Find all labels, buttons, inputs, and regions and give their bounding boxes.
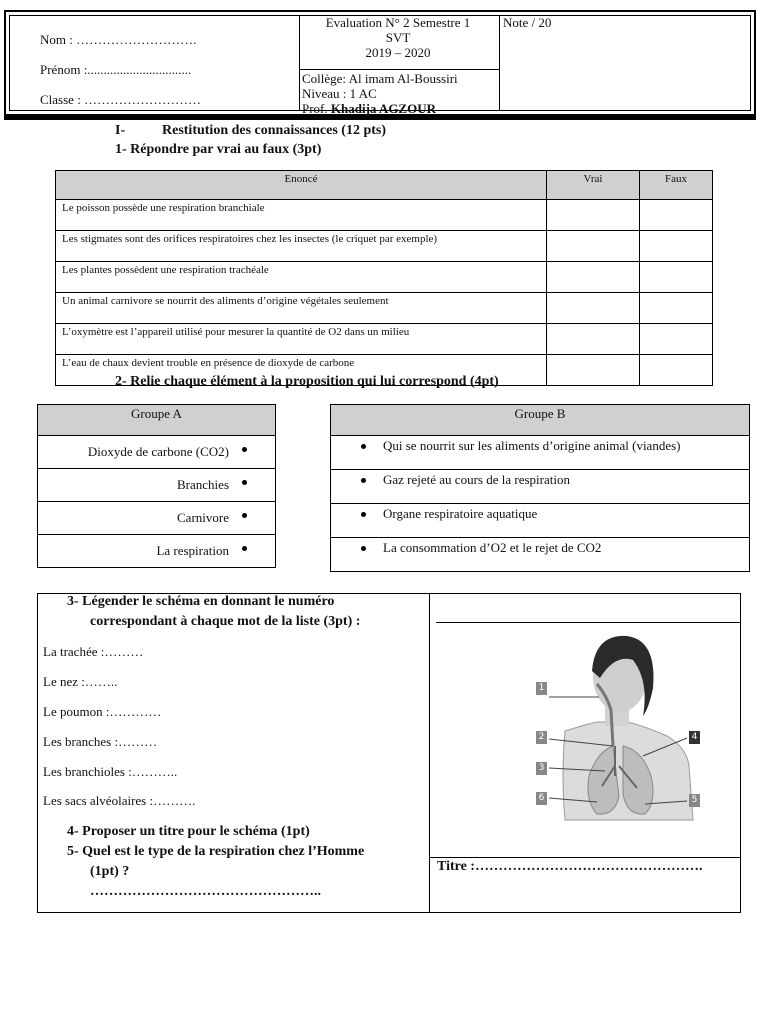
header-divider-2 (499, 16, 500, 110)
figure-label-6: 6 (536, 792, 547, 805)
classe-field: Classe : ……………………… (40, 92, 202, 107)
bullet-dot[interactable] (242, 546, 247, 551)
header-hdivider (299, 69, 499, 70)
q5-answer-line[interactable]: ………………………………………….. (90, 884, 321, 899)
table-row (56, 262, 713, 293)
legend-sacs-alveolaires: Les sacs alvéolaires :………. (43, 793, 196, 808)
table-row (56, 293, 713, 324)
legend-branches: Les branches :……… (43, 734, 158, 749)
bullet-dot[interactable] (361, 546, 366, 551)
figure-label-4: 4 (689, 731, 700, 744)
statement: L’eau de chaux devient trouble en présence de dioxyde de carbone (56, 355, 547, 386)
legend-trachee: La trachée :……… (43, 644, 144, 659)
faux-cell[interactable] (640, 262, 713, 293)
legend-poumon: Le poumon :………… (43, 704, 162, 719)
vrai-cell[interactable] (547, 231, 640, 262)
col-vrai: Vrai (547, 171, 640, 200)
q5-title-line2: (1pt) ? (90, 864, 130, 879)
q3-title-line2: correspondant à chaque mot de la liste (3pt) : (90, 614, 361, 629)
vrai-cell[interactable] (547, 200, 640, 231)
group-a-item[interactable] (38, 535, 276, 568)
table-row (56, 324, 713, 355)
group-b-table (330, 404, 750, 572)
group-a-label: Branchies (177, 477, 229, 492)
true-false-table (55, 170, 713, 386)
prof-prefix: Prof. (302, 101, 328, 116)
vrai-cell[interactable] (547, 355, 640, 386)
group-b-item[interactable] (331, 538, 750, 572)
group-b-label: Qui se nourrit sur les aliments d’origine animal (viandes) (383, 438, 681, 453)
nom-field: Nom : ………………………. (40, 32, 197, 47)
school-year: 2019 – 2020 (365, 45, 431, 60)
col-faux: Faux (640, 171, 713, 200)
group-a-item[interactable] (38, 502, 276, 535)
figure-top-rule (436, 622, 740, 623)
group-a-header: Groupe A (38, 405, 276, 436)
faux-cell[interactable] (640, 231, 713, 262)
schema-divider (429, 593, 430, 913)
group-b-label: La consommation d’O2 et le rejet de CO2 (383, 540, 602, 555)
vrai-cell[interactable] (547, 324, 640, 355)
col-enonce: Enoncé (56, 171, 547, 200)
statement: Les stigmates sont des orifices respiratoires chez les insectes (le criquet par exemple) (56, 231, 547, 262)
header-bottom-rule (4, 116, 756, 120)
group-a-label: Dioxyde de carbone (CO2) (87, 444, 229, 459)
group-b-label: Organe respiratoire aquatique (383, 506, 538, 521)
q2-title: 2- Relie chaque élément à la proposition qui lui correspond (4pt) (115, 374, 499, 389)
figure-label-1: 1 (536, 682, 547, 695)
bullet-dot[interactable] (242, 513, 247, 518)
group-b-header: Groupe B (331, 405, 750, 436)
bullet-dot[interactable] (361, 444, 366, 449)
table-row (56, 200, 713, 231)
subject: SVT (385, 30, 411, 45)
legend-branchioles: Les branchioles :……….. (43, 764, 178, 779)
figure-label-5: 5 (689, 794, 700, 807)
statement: Un animal carnivore se nourrit des aliments d’origine végétales seulement (56, 293, 547, 324)
college: Collège: Al imam Al-Boussiri (302, 71, 458, 86)
q3-title-line1: 3- Légender le schéma en donnant le numéro (67, 594, 335, 609)
section-title: Restitution des connaissances (12 pts) (162, 123, 387, 138)
group-b-label: Gaz rejeté au cours de la respiration (383, 472, 570, 487)
vrai-cell[interactable] (547, 262, 640, 293)
statement: Le poisson possède une respiration branchiale (56, 200, 547, 231)
legend-nez: Le nez :…….. (43, 674, 118, 689)
titre-field[interactable]: Titre :…………………………………………. (437, 859, 703, 874)
group-b-item[interactable] (331, 436, 750, 470)
group-b-item[interactable] (331, 470, 750, 504)
bullet-dot[interactable] (242, 447, 247, 452)
niveau: Niveau : 1 AC (302, 86, 377, 101)
eval-title: Evaluation N° 2 Semestre 1 (325, 15, 471, 30)
faux-cell[interactable] (640, 324, 713, 355)
figure-label-2: 2 (536, 731, 547, 744)
bullet-dot[interactable] (361, 512, 366, 517)
table-header-row (56, 171, 713, 200)
prof-name: Khadija AGZOUR (330, 101, 436, 116)
prof (302, 101, 436, 116)
vrai-cell[interactable] (547, 293, 640, 324)
note-field: Note / 20 (503, 15, 552, 30)
faux-cell[interactable] (640, 293, 713, 324)
faux-cell[interactable] (640, 355, 713, 386)
group-b-item[interactable] (331, 504, 750, 538)
statement: L’oxymètre est l’appareil utilisé pour mesurer la quantité de O2 dans un milieu (56, 324, 547, 355)
group-a-item[interactable] (38, 436, 276, 469)
faux-cell[interactable] (640, 200, 713, 231)
table-row (56, 231, 713, 262)
statement: Les plantes possèdent une respiration trachéale (56, 262, 547, 293)
figure-label-3: 3 (536, 762, 547, 775)
q5-title-line1: 5- Quel est le type de la respiration chez l’Homme (67, 844, 365, 859)
q1-title: 1- Répondre par vrai au faux (3pt) (115, 142, 322, 157)
q4-title: 4- Proposer un titre pour le schéma (1pt) (67, 824, 310, 839)
group-a-label: Carnivore (177, 510, 229, 525)
bullet-dot[interactable] (242, 480, 247, 485)
group-a-label: La respiration (156, 543, 229, 558)
group-a-item[interactable] (38, 469, 276, 502)
section-number: I- (115, 123, 126, 138)
prenom-field: Prénom :................................ (40, 62, 192, 77)
respiratory-system-figure (437, 626, 737, 822)
bullet-dot[interactable] (361, 478, 366, 483)
group-a-table (37, 404, 276, 568)
